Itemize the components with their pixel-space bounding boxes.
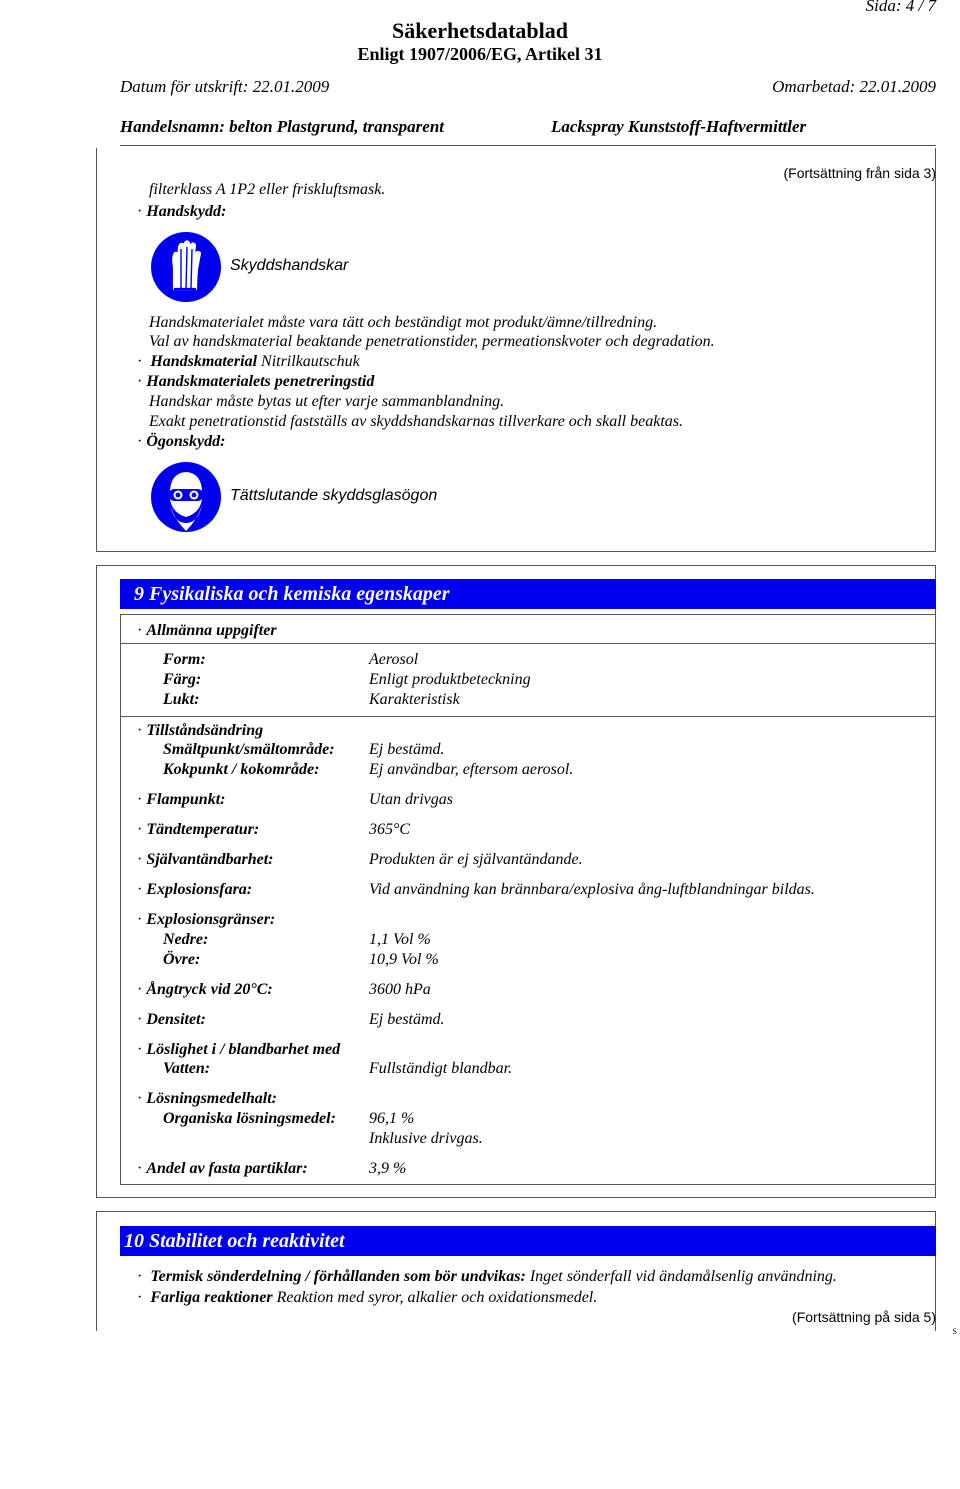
glove-icon [150,231,222,303]
color-label: Färg: [163,671,202,688]
reactions-label: Farliga reaktioner [150,1289,273,1306]
water-label: Vatten: [163,1060,211,1077]
solvent-label: · Lösningsmedelhalt: [137,1090,277,1108]
material-line [137,353,360,371]
explosion-label: · Explosionsfara: [137,881,252,899]
section9-rule-2 [120,716,936,717]
solids-label: · Andel av fasta partiklar: [137,1160,308,1178]
goggles-icon [150,461,222,533]
solids-value: 3,9 % [369,1160,407,1177]
color-value: Enligt produktbeteckning [369,671,531,688]
flash-value: Utan drivgas [369,791,453,808]
upper-limit-label: Övre: [163,951,201,968]
thermal-line [137,1268,837,1286]
boiling-label: Kokpunkt / kokområde: [163,761,320,778]
section9-rule-1 [120,643,936,644]
thermal-value: Inget sönderfall vid ändamålsenlig användning. [529,1268,837,1285]
document-subtitle: Enligt 1907/2006/EG, Artikel 31 [357,44,603,64]
product-line: Lackspray Kunststoff-Haftvermittler [551,117,807,136]
odor-value: Karakteristisk [369,691,460,708]
continued-on: (Fortsättning på sida 5) [792,1309,936,1325]
trade-name: Handelsnamn: belton Plastgrund, transparent [120,117,445,136]
density-value: Ej bestämd. [369,1011,445,1028]
page-number: Sida: 4 / 7 [865,0,936,15]
material-label: Handskmaterial [150,353,258,370]
section10-heading: 10 Stabilitet och reaktivitet [120,1226,936,1256]
self-ignition-label: · Självantändbarhet: [137,851,273,869]
continued-from: (Fortsättning från sida 3) [783,165,936,181]
explosion-limits-label: · Explosionsgränser: [137,911,275,929]
state-change-label: · Tillståndsändring [137,722,263,740]
odor-label: Lukt: [163,691,200,708]
general-label: · Allmänna uppgifter [137,622,277,640]
thermal-label: Termisk sönderdelning / förhållanden som bör undvikas: [150,1268,526,1285]
penetration-label: · Handskmaterialets penetreringstid [137,373,374,391]
form-value: Aerosol [369,651,419,668]
eye-protection-label: · Ögonskydd: [137,433,225,451]
self-ignition-value: Produkten är ej självantändande. [369,851,583,868]
organic-solvent-note: Inklusive drivgas. [369,1130,483,1147]
vapor-pressure-value: 3600 hPa [369,981,431,998]
document-title: Säkerhetsdatablad [391,18,569,43]
print-date: Datum för utskrift: 22.01.2009 [120,77,330,96]
solubility-label: · Löslighet i / blandbarhet med [137,1041,340,1059]
melting-value: Ej bestämd. [369,741,445,758]
ignition-value: 365°C [369,821,411,838]
penetration-text-1: Handskar måste bytas ut efter varje sammanblandning. [149,393,505,410]
corner-mark: S [952,1327,957,1336]
flash-label: · Flampunkt: [137,791,225,809]
water-value: Fullständigt blandbar. [369,1060,513,1077]
density-label: · Densitet: [137,1011,206,1029]
explosion-value: Vid användning kan brännbara/explosiva ång-luftblandningar bildas. [369,881,815,898]
reactions-line [137,1289,597,1307]
ignition-label: · Tändtemperatur: [137,821,259,839]
glove-caption: Skyddshandskar [230,257,349,274]
melting-label: Smältpunkt/smältområde: [163,741,335,758]
hand-text-1: Handskmaterialet måste vara tätt och beständigt mot produkt/ämne/tillredning. [149,314,658,331]
organic-solvent-value: 96,1 % [369,1110,415,1127]
lower-limit-label: Nedre: [163,931,209,948]
material-value: Nitrilkautschuk [261,353,360,370]
revised-date: Omarbetad: 22.01.2009 [772,77,936,96]
section9-heading: 9 Fysikaliska och kemiska egenskaper [120,579,936,609]
organic-solvent-label: Organiska lösningsmedel: [163,1110,336,1127]
reactions-value: Reaktion med syror, alkalier och oxidationsmedel. [276,1289,598,1306]
hand-text-2: Val av handskmaterial beaktande penetrationstider, permeationskvoter och degradation. [149,333,715,350]
penetration-text-2: Exakt penetrationstid fastställs av skyddshandskarnas tillverkare och skall beaktas. [149,413,683,430]
vapor-pressure-label: · Ångtryck vid 20°C: [137,981,273,999]
header-divider [120,145,936,146]
lower-limit-value: 1,1 Vol % [369,931,431,948]
form-label: Form: [163,651,206,668]
hand-protection-label: · Handskydd: [137,203,226,221]
filter-text: filterklass A 1P2 eller friskluftsmask. [149,181,386,198]
boiling-value: Ej användbar, eftersom aerosol. [369,761,574,778]
goggles-caption: Tättslutande skyddsglasögon [230,487,438,504]
upper-limit-value: 10,9 Vol % [369,951,439,968]
